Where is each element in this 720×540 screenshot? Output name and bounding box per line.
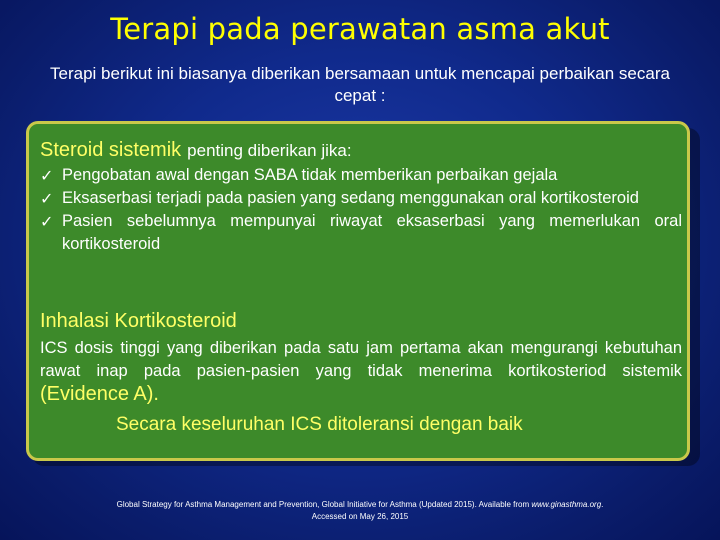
check-icon: ✓: [40, 189, 54, 208]
check-icon: ✓: [40, 212, 54, 231]
website-link[interactable]: www.ginasthma.org: [531, 500, 602, 509]
bullet-list: [40, 164, 682, 256]
check-icon: ✓: [40, 166, 54, 185]
conclusion-text: Secara keseluruhan ICS ditoleransi dengan baik: [116, 414, 523, 435]
footer-citation: Global Strategy for Asthma Management and Prevention, Global Initiative for Asthma (Updated 2015). Available from www.ginasthma.org. Accessed on May 26, 2015: [116, 500, 604, 521]
slide-subtitle: Terapi berikut ini biasanya diberikan bersamaan untuk mencapai perbaikan secara cepat :: [50, 64, 670, 105]
evidence-label: (Evidence A).: [40, 383, 159, 405]
ics-paragraph-text: ICS dosis tinggi yang diberikan pada satu jam pertama akan mengurangi kebutuhan rawat inap pada pasien-pasien yang tidak menerima kortikosteriod sistemik: [40, 339, 682, 380]
list-item: [40, 210, 682, 256]
slide-title: Terapi pada perawatan asma akut: [110, 12, 610, 46]
bullet-text: Pasien sebelumnya mempunyai riwayat eksaserbasi yang memerlukan oral kortikosteroid: [62, 212, 682, 253]
section-heading-note: penting diberikan jika:: [187, 141, 352, 160]
citation-text: Global Strategy for Asthma Management and Prevention, Global Initiative for Asthma (Updated 2015). Available from: [116, 500, 530, 509]
section-heading-steroid: [40, 139, 352, 162]
bullet-text: Eksaserbasi terjadi pada pasien yang sedang menggunakan oral kortikosteroid: [62, 189, 639, 207]
section-heading-ics: Inhalasi Kortikosteroid: [40, 310, 237, 332]
ics-paragraph: [40, 337, 682, 407]
bullet-text: Pengobatan awal dengan SABA tidak memberikan perbaikan gejala: [62, 166, 558, 184]
list-item: [40, 187, 682, 210]
section-heading-label: Steroid sistemik: [40, 139, 182, 161]
list-item: [40, 164, 682, 187]
accessed-date: Accessed on May 26, 2015: [311, 512, 409, 521]
